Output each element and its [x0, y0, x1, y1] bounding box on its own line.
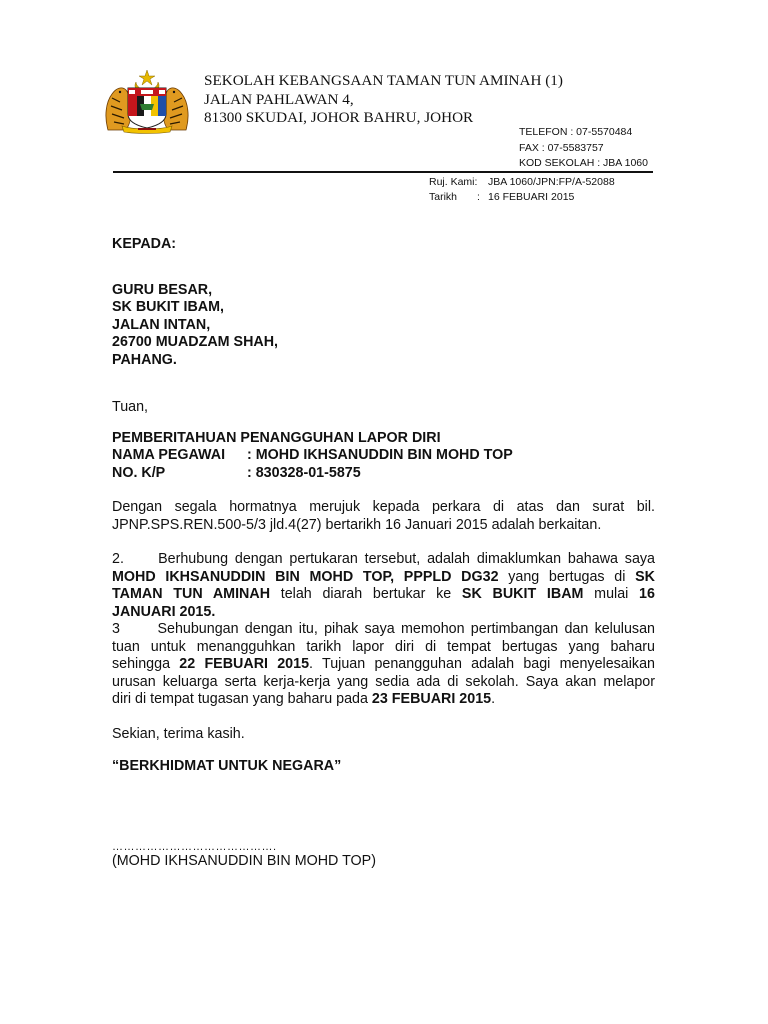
closing-line: Sekian, terima kasih. — [112, 725, 245, 742]
subject-title: PEMBERITAHUAN PENANGGUHAN LAPOR DIRI — [112, 429, 441, 446]
malaysia-coat-of-arms-icon — [100, 68, 194, 134]
signature-line: ……………………………………. — [112, 840, 277, 853]
paragraph3-line1: 3 Sehubungan dengan itu, pihak saya memohon pertimbangan dan kelulusan — [112, 621, 655, 637]
school-address-line2: 81300 SKUDAI, JOHOR BAHRU, JOHOR — [204, 109, 474, 126]
paragraph3-line3: sehingga 22 FEBUARI 2015. Tujuan penangguhan adalah bagi menyelesaikan — [112, 656, 655, 672]
kp-label: NO. K/P — [112, 464, 166, 481]
paragraph3-line4: urusan keluarga serta kerja-kerja yang sedia ada di sekolah. Saya akan melapor — [112, 673, 655, 690]
recipient-line5: PAHANG. — [112, 351, 177, 368]
kod-sekolah-line: KOD SEKOLAH : JBA 1060 — [519, 157, 648, 169]
paragraph2-line1: 2. Berhubung dengan pertukaran tersebut, adalah dimaklumkan bahawa saya — [112, 551, 655, 567]
recipient-line2: SK BUKIT IBAM, — [112, 299, 224, 315]
paragraph2-line4: JANUARI 2015. — [112, 603, 216, 620]
kepada-heading: KEPADA: — [112, 236, 177, 252]
paragraph2-line2: MOHD IKHSANUDDIN BIN MOHD TOP, PPPLD DG32 yang bertugas di SK — [112, 568, 655, 585]
contact-block — [519, 125, 648, 172]
recipient-line3: JALAN INTAN, — [112, 316, 211, 333]
date-row — [429, 190, 615, 205]
paragraph2-line3: TAMAN TUN AMINAH telah diarah bertukar ke SK BUKIT IBAM mulai 16 — [112, 586, 655, 602]
nama-value: : MOHD IKHSANUDDIN BIN MOHD TOP — [247, 447, 513, 463]
paragraph3-line5: diri di tempat tugasan yang baharu pada 23 FEBUARI 2015. — [112, 691, 496, 707]
paragraph3-line2: tuan untuk menangguhkan tarikh lapor diri di tempat bertugas yang baharu — [112, 638, 655, 655]
reference-row — [429, 175, 615, 190]
letter-body — [112, 236, 655, 870]
telefon-line: TELEFON : 07-5570484 — [519, 126, 633, 138]
school-header — [204, 72, 564, 128]
nama-label: NAMA PEGAWAI — [112, 447, 226, 463]
reference-block — [429, 175, 615, 204]
recipient-line4: 26700 MUADZAM SHAH, — [112, 334, 279, 350]
tarikh-value: 16 FEBUARI 2015 — [488, 190, 575, 203]
ruj-value: JBA 1060/JPN:FP/A-52088 — [488, 176, 615, 188]
school-address-line1: JALAN PAHLAWAN 4, — [204, 90, 354, 108]
subject-kp-row — [112, 465, 655, 483]
signatory-name: (MOHD IKHSANUDDIN BIN MOHD TOP) — [112, 852, 376, 869]
kp-value: : 830328-01-5875 — [247, 464, 361, 481]
paragraph1-line1: Dengan segala hormatnya merujuk kepada perkara di atas dan surat bil. — [112, 499, 655, 515]
school-name: SEKOLAH KEBANGSAAN TAMAN TUN AMINAH (1) — [204, 72, 563, 89]
header-divider — [113, 171, 653, 173]
tarikh-label: Tarikh — [429, 190, 458, 203]
tarikh-separator: : — [477, 190, 480, 203]
ruj-label: Ruj. Kami: — [429, 176, 478, 188]
motto: “BERKHIDMAT UNTUK NEGARA” — [112, 758, 342, 774]
fax-line: FAX : 07-5583757 — [519, 141, 604, 154]
subject-nama-row — [112, 447, 655, 465]
paragraph1-line2: JPNP.SPS.REN.500-5/3 jld.4(27) bertarikh 16 Januari 2015 adalah berkaitan. — [112, 516, 602, 533]
salutation: Tuan, — [112, 399, 149, 415]
recipient-line1: GURU BESAR, — [112, 281, 213, 298]
